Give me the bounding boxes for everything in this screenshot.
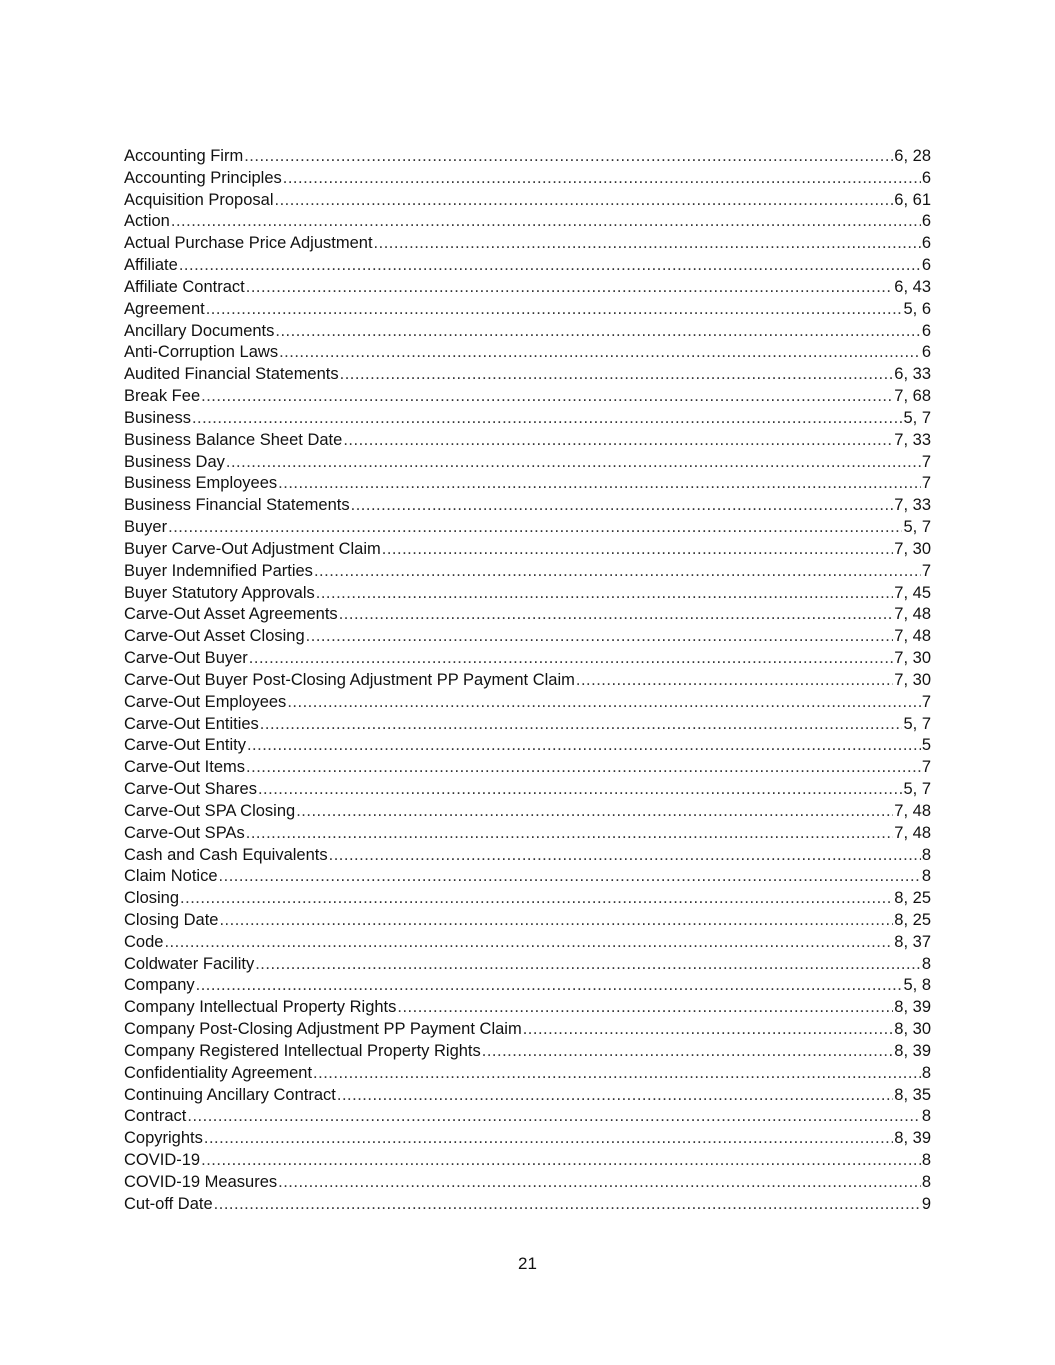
page-number: 21 — [518, 1254, 537, 1273]
index-entry — [124, 1194, 931, 1216]
index-pages: 6 — [921, 321, 931, 340]
index-term: Continuing Ancillary Contract — [124, 1085, 336, 1104]
index-entry — [124, 1063, 931, 1085]
index-term: Company Post-Closing Adjustment PP Payment Claim — [124, 1020, 522, 1039]
index-term: Coldwater Facility — [124, 954, 255, 973]
index-entry — [124, 277, 931, 299]
index-pages: 8, 25 — [894, 889, 931, 908]
dot-leader — [314, 561, 921, 583]
index-pages: 8, 30 — [894, 1020, 931, 1039]
index-term: Buyer Statutory Approvals — [124, 583, 315, 602]
index-term: Company Intellectual Property Rights — [124, 998, 397, 1017]
index-term: Actual Purchase Price Adjustment — [124, 234, 373, 253]
index-entry — [124, 779, 931, 801]
index-term: Company Registered Intellectual Property Rights — [124, 1041, 481, 1060]
index-pages: 7 — [921, 758, 931, 777]
dot-leader — [275, 190, 894, 212]
dot-leader — [340, 364, 894, 386]
dot-leader — [255, 954, 921, 976]
dot-leader — [180, 888, 893, 910]
dot-leader — [278, 473, 921, 495]
index-term: Accounting Principles — [124, 168, 282, 187]
dot-leader — [179, 255, 921, 277]
index-term: Affiliate Contract — [124, 277, 245, 296]
dot-leader — [247, 735, 921, 757]
index-entry — [124, 735, 931, 757]
index-entry — [124, 583, 931, 605]
index-entry — [124, 910, 931, 932]
index-entry — [124, 321, 931, 343]
index-entry — [124, 866, 931, 888]
index-entry — [124, 364, 931, 386]
dot-leader — [482, 1041, 894, 1063]
index-term: Carve-Out Employees — [124, 692, 287, 711]
index-entry — [124, 888, 931, 910]
dot-leader — [246, 757, 921, 779]
index-pages: 6, 61 — [894, 190, 931, 209]
index-entry — [124, 845, 931, 867]
dot-leader — [339, 604, 894, 626]
dot-leader — [171, 211, 921, 233]
dot-leader — [374, 233, 921, 255]
index-term: Cash and Cash Equivalents — [124, 845, 328, 864]
index-entry — [124, 255, 931, 277]
dot-leader — [187, 1106, 920, 1128]
dot-leader — [278, 1172, 921, 1194]
dot-leader — [275, 321, 920, 343]
dot-leader — [201, 1150, 921, 1172]
index-entry — [124, 801, 931, 823]
index-pages: 7, 30 — [894, 649, 931, 668]
dot-leader — [523, 1019, 894, 1041]
defined-terms-index — [124, 146, 931, 1216]
index-pages: 6, 33 — [894, 365, 931, 384]
dot-leader — [576, 670, 893, 692]
index-pages: 6 — [921, 256, 931, 275]
dot-leader — [206, 299, 903, 321]
index-term: Affiliate — [124, 256, 178, 275]
index-term: Accounting Firm — [124, 147, 244, 165]
index-pages: 7 — [921, 474, 931, 493]
dot-leader — [258, 779, 903, 801]
index-term: Buyer Indemnified Parties — [124, 561, 313, 580]
index-term: Copyrights — [124, 1129, 203, 1148]
index-pages: 6 — [921, 212, 931, 231]
index-pages: 5, 7 — [903, 408, 931, 427]
index-pages: 7, 68 — [894, 387, 931, 406]
index-pages: 8 — [921, 954, 931, 973]
index-term: Carve-Out Asset Agreements — [124, 605, 338, 624]
index-term: Closing — [124, 889, 180, 908]
index-entry — [124, 1085, 931, 1107]
dot-leader — [246, 823, 894, 845]
index-pages: 7, 48 — [894, 801, 931, 820]
dot-leader — [382, 539, 894, 561]
index-pages: 8, 35 — [894, 1085, 931, 1104]
index-entry — [124, 495, 931, 517]
index-term: Business Employees — [124, 474, 278, 493]
index-entry — [124, 452, 931, 474]
dot-leader — [296, 801, 893, 823]
index-pages: 8 — [921, 1172, 931, 1191]
dot-leader — [246, 277, 894, 299]
index-entry — [124, 233, 931, 255]
index-pages: 8, 39 — [894, 998, 931, 1017]
index-term: Audited Financial Statements — [124, 365, 339, 384]
index-term: Business Balance Sheet Date — [124, 430, 343, 449]
index-term: Contract — [124, 1107, 187, 1126]
index-term: Acquisition Proposal — [124, 190, 274, 209]
index-term: Anti-Corruption Laws — [124, 343, 279, 362]
dot-leader — [204, 1128, 893, 1150]
index-entry — [124, 539, 931, 561]
index-entry — [124, 1150, 931, 1172]
index-pages: 6 — [921, 168, 931, 187]
index-term: Buyer Carve-Out Adjustment Claim — [124, 539, 381, 558]
index-entry — [124, 211, 931, 233]
index-entry — [124, 714, 931, 736]
dot-leader — [306, 626, 894, 648]
index-term: Action — [124, 212, 170, 231]
index-pages: 7, 30 — [894, 539, 931, 558]
index-entry — [124, 168, 931, 190]
dot-leader — [329, 845, 921, 867]
dot-leader — [226, 452, 921, 474]
index-pages: 7, 33 — [894, 496, 931, 515]
index-term: Closing Date — [124, 910, 219, 929]
index-pages: 6, 28 — [894, 147, 931, 165]
index-pages: 5, 7 — [903, 780, 931, 799]
dot-leader — [192, 408, 903, 430]
index-term: Carve-Out Asset Closing — [124, 627, 305, 646]
index-entry — [124, 1172, 931, 1194]
index-entry — [124, 997, 931, 1019]
index-entry — [124, 648, 931, 670]
index-entry — [124, 954, 931, 976]
dot-leader — [260, 714, 903, 736]
index-pages: 8, 25 — [894, 910, 931, 929]
index-pages: 5, 7 — [903, 518, 931, 537]
index-term: Break Fee — [124, 387, 201, 406]
index-pages: 8 — [921, 845, 931, 864]
index-term: Carve-Out Shares — [124, 780, 257, 799]
index-entry — [124, 823, 931, 845]
index-pages: 7, 48 — [894, 823, 931, 842]
index-entry — [124, 757, 931, 779]
index-entry — [124, 386, 931, 408]
index-pages: 6, 43 — [894, 277, 931, 296]
index-term: Claim Notice — [124, 867, 218, 886]
index-term: Business — [124, 408, 191, 427]
dot-leader — [313, 1063, 921, 1085]
index-term: Ancillary Documents — [124, 321, 275, 340]
dot-leader — [316, 583, 894, 605]
index-entry — [124, 430, 931, 452]
index-pages: 6 — [921, 234, 931, 253]
index-entry — [124, 1106, 931, 1128]
dot-leader — [337, 1085, 893, 1107]
dot-leader — [287, 692, 921, 714]
index-term: Code — [124, 932, 164, 951]
index-pages: 7, 33 — [894, 430, 931, 449]
dot-leader — [214, 1194, 921, 1216]
index-term: Carve-Out Buyer — [124, 649, 248, 668]
dot-leader — [219, 866, 921, 888]
index-entry — [124, 604, 931, 626]
dot-leader — [249, 648, 894, 670]
dot-leader — [244, 146, 893, 168]
index-pages: 7 — [921, 452, 931, 471]
index-term: Cut-off Date — [124, 1194, 213, 1213]
index-term: Carve-Out Entities — [124, 714, 259, 733]
index-entry — [124, 299, 931, 321]
index-term: Carve-Out Buyer Post-Closing Adjustment PP Payment Claim — [124, 670, 575, 689]
index-entry — [124, 1128, 931, 1150]
index-term: COVID-19 Measures — [124, 1172, 278, 1191]
index-term: Carve-Out Entity — [124, 736, 246, 755]
index-pages: 7 — [921, 692, 931, 711]
index-pages: 5, 6 — [903, 299, 931, 318]
index-entry — [124, 1041, 931, 1063]
index-term: Business Day — [124, 452, 225, 471]
index-pages: 7, 48 — [894, 605, 931, 624]
index-pages: 8 — [921, 1151, 931, 1170]
index-term: Business Financial Statements — [124, 496, 350, 515]
dot-leader — [196, 975, 903, 997]
index-entry — [124, 932, 931, 954]
dot-leader — [351, 495, 894, 517]
index-term: Carve-Out SPA Closing — [124, 801, 296, 820]
index-entry — [124, 473, 931, 495]
index-entry — [124, 975, 931, 997]
dot-leader — [279, 342, 921, 364]
dot-leader — [397, 997, 893, 1019]
index-pages: 5, 7 — [903, 714, 931, 733]
dot-leader — [201, 386, 893, 408]
dot-leader — [164, 932, 893, 954]
index-term: Carve-Out Items — [124, 758, 246, 777]
dot-leader — [283, 168, 921, 190]
dot-leader — [168, 517, 902, 539]
index-pages: 8 — [921, 1063, 931, 1082]
index-pages: 7, 30 — [894, 670, 931, 689]
index-pages: 8 — [921, 1107, 931, 1126]
index-pages: 7 — [921, 561, 931, 580]
index-pages: 8 — [921, 867, 931, 886]
dot-leader — [343, 430, 893, 452]
index-pages: 8, 37 — [894, 932, 931, 951]
index-term: Carve-Out SPAs — [124, 823, 245, 842]
index-pages: 7, 48 — [894, 627, 931, 646]
index-pages: 5 — [921, 736, 931, 755]
index-entry — [124, 692, 931, 714]
index-term: Buyer — [124, 518, 168, 537]
index-pages: 6 — [921, 343, 931, 362]
index-entry — [124, 146, 931, 168]
index-entry — [124, 670, 931, 692]
index-term: Agreement — [124, 299, 205, 318]
index-entry — [124, 626, 931, 648]
index-term: Company — [124, 976, 195, 995]
index-entry — [124, 342, 931, 364]
index-pages: 8, 39 — [894, 1129, 931, 1148]
index-entry — [124, 190, 931, 212]
index-term: COVID-19 — [124, 1151, 201, 1170]
index-entry — [124, 1019, 931, 1041]
index-term: Confidentiality Agreement — [124, 1063, 313, 1082]
index-pages: 7, 45 — [894, 583, 931, 602]
index-pages: 9 — [921, 1194, 931, 1213]
index-pages: 8, 39 — [894, 1041, 931, 1060]
index-pages: 5, 8 — [903, 976, 931, 995]
dot-leader — [219, 910, 893, 932]
index-entry — [124, 561, 931, 583]
index-entry — [124, 408, 931, 430]
index-entry — [124, 517, 931, 539]
